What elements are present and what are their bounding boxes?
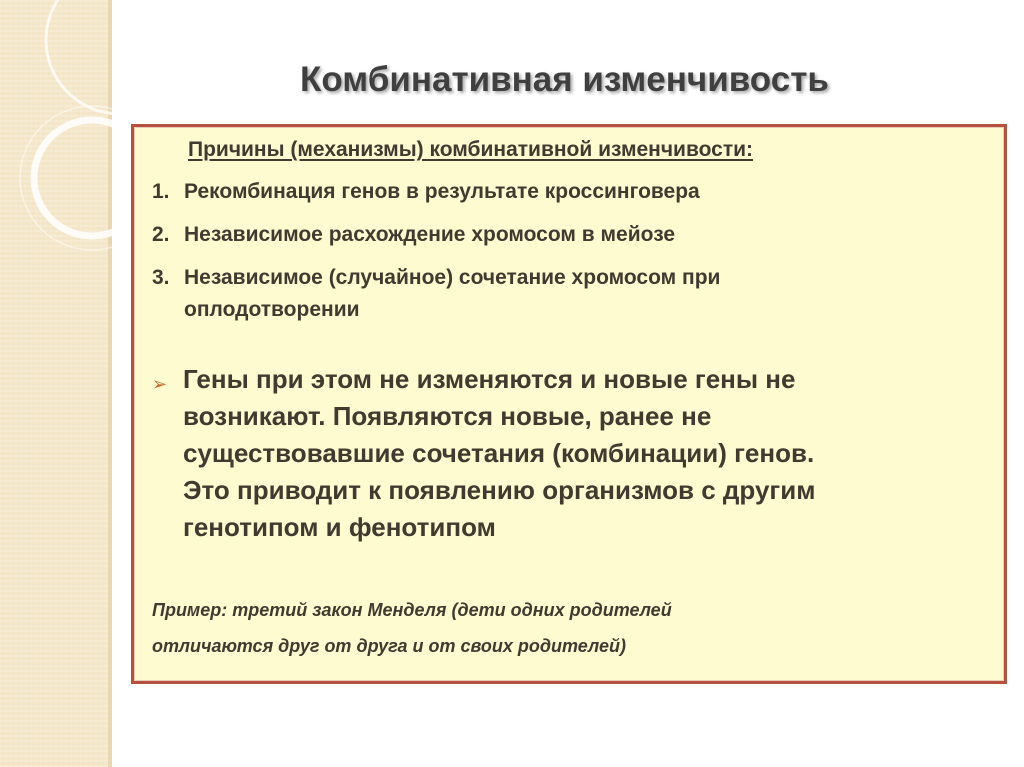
decorative-circle-large [46, 0, 194, 114]
bullet-line: Гены при этом не изменяются и новые гены не [183, 364, 796, 394]
example-note [152, 592, 982, 664]
arrow-bullet-icon: ➢ [152, 374, 168, 394]
bullet-paragraph [183, 361, 983, 546]
example-line: отличаются друг от друга и от своих родителей) [152, 636, 626, 656]
list-number: 3. [152, 266, 170, 289]
example-line: Пример: третий закон Менделя (дети одних родителей [152, 600, 672, 620]
list-item-2 [152, 219, 675, 251]
slide-title: Комбинативная изменчивость [300, 60, 829, 99]
bullet-line: существовавшие сочетания (комбинации) генов. [183, 438, 815, 468]
list-text-continuation: оплодотворении [184, 298, 360, 321]
list-item-3 [152, 262, 720, 326]
bullet-line: генотипом и фенотипом [183, 512, 496, 542]
list-text: Рекомбинация генов в результате кроссинговера [184, 180, 700, 203]
list-text: Независимое (случайное) сочетание хромосом при [184, 266, 721, 289]
list-number: 2. [152, 223, 170, 246]
list-item-1 [152, 176, 700, 208]
bullet-line: Это приводит к появлению организмов с другим [183, 475, 816, 505]
list-number: 1. [152, 180, 170, 203]
bullet-line: возникают. Появляются новые, ранее не [183, 401, 712, 431]
list-text: Независимое расхождение хромосом в мейозе [184, 223, 676, 246]
causes-heading: Причины (механизмы) комбинативной изменчивости: [188, 138, 754, 161]
